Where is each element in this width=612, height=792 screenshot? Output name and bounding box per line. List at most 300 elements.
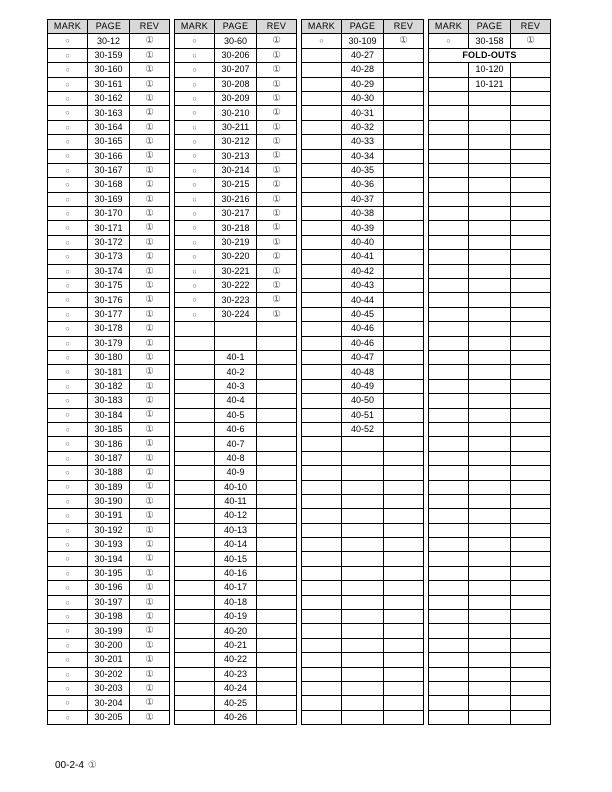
mark-circle-icon: ○ — [48, 178, 88, 192]
table-row — [302, 336, 424, 350]
mark-circle-icon: ○ — [175, 293, 215, 307]
rev-cell — [384, 279, 424, 293]
table-row — [48, 480, 170, 494]
rev-cell — [511, 307, 551, 321]
effective-pages-group-3 — [301, 19, 424, 725]
page-cell — [342, 710, 384, 724]
page-cell: 40-20 — [215, 624, 257, 638]
mark-circle-icon: ○ — [48, 106, 88, 120]
table-row — [302, 394, 424, 408]
mark-cell — [175, 336, 215, 350]
table-row — [175, 408, 297, 422]
table-row — [302, 365, 424, 379]
mark-circle-icon: ○ — [48, 336, 88, 350]
table-row — [302, 581, 424, 595]
page-cell: 40-22 — [215, 653, 257, 667]
rev-cell — [511, 480, 551, 494]
page-cell — [342, 437, 384, 451]
rev-cell — [511, 667, 551, 681]
page-cell — [342, 566, 384, 580]
table-row — [429, 466, 551, 480]
mark-cell — [429, 466, 469, 480]
table-row — [302, 178, 424, 192]
page-cell — [469, 264, 511, 278]
table-row — [175, 509, 297, 523]
mark-cell — [175, 610, 215, 624]
rev-cell — [384, 207, 424, 221]
table-row — [175, 552, 297, 566]
rev-circled-1-icon: ① — [130, 250, 170, 264]
page-cell: 30-220 — [215, 250, 257, 264]
table-row — [48, 394, 170, 408]
mark-cell — [429, 610, 469, 624]
mark-cell — [302, 595, 342, 609]
page-cell: 40-27 — [342, 48, 384, 62]
mark-cell — [175, 552, 215, 566]
mark-circle-icon: ○ — [175, 120, 215, 134]
rev-cell — [511, 279, 551, 293]
mark-cell — [302, 638, 342, 652]
mark-circle-icon: ○ — [48, 120, 88, 134]
footer-rev-icon: ① — [87, 760, 97, 771]
column-header-rev: REV — [130, 20, 170, 34]
page-cell: 40-50 — [342, 394, 384, 408]
page-cell: 40-23 — [215, 667, 257, 681]
table-row — [302, 552, 424, 566]
table-row — [429, 34, 551, 48]
table-row — [302, 106, 424, 120]
rev-cell — [257, 538, 297, 552]
rev-cell — [511, 250, 551, 264]
mark-cell — [175, 494, 215, 508]
table-row — [48, 653, 170, 667]
page-cell — [469, 135, 511, 149]
rev-circled-1-icon: ① — [130, 566, 170, 580]
rev-cell — [511, 422, 551, 436]
table-row — [48, 451, 170, 465]
table-row — [302, 379, 424, 393]
rev-cell — [257, 653, 297, 667]
rev-cell — [257, 408, 297, 422]
mark-circle-icon: ○ — [48, 667, 88, 681]
page-cell: 40-30 — [342, 91, 384, 105]
page-cell: 30-172 — [88, 235, 130, 249]
mark-cell — [302, 394, 342, 408]
mark-circle-icon: ○ — [48, 451, 88, 465]
table-row — [175, 77, 297, 91]
rev-cell — [384, 581, 424, 595]
table-row — [175, 106, 297, 120]
page-cell — [342, 581, 384, 595]
rev-cell — [384, 250, 424, 264]
page-cell: 40-48 — [342, 365, 384, 379]
page-cell — [469, 293, 511, 307]
mark-cell — [429, 653, 469, 667]
mark-cell — [175, 653, 215, 667]
mark-circle-icon: ○ — [48, 264, 88, 278]
table-row — [429, 638, 551, 652]
table-row — [48, 336, 170, 350]
table-row — [48, 494, 170, 508]
page-cell: 30-209 — [215, 91, 257, 105]
rev-cell — [511, 379, 551, 393]
mark-cell — [302, 149, 342, 163]
mark-cell — [302, 91, 342, 105]
rev-circled-1-icon: ① — [130, 667, 170, 681]
table-row — [48, 221, 170, 235]
mark-cell — [429, 235, 469, 249]
mark-cell — [175, 566, 215, 580]
table-row — [302, 696, 424, 710]
rev-cell — [384, 653, 424, 667]
page-cell: 30-217 — [215, 207, 257, 221]
mark-cell — [429, 120, 469, 134]
page-cell: 40-13 — [215, 523, 257, 537]
rev-circled-1-icon: ① — [130, 538, 170, 552]
mark-circle-icon: ○ — [48, 595, 88, 609]
page-cell: 40-5 — [215, 408, 257, 422]
mark-cell — [175, 408, 215, 422]
mark-circle-icon: ○ — [48, 610, 88, 624]
table-row — [302, 523, 424, 537]
mark-circle-icon: ○ — [48, 624, 88, 638]
page-cell: 30-204 — [88, 696, 130, 710]
table-row — [429, 710, 551, 724]
table-row — [429, 494, 551, 508]
rev-circled-1-icon: ① — [257, 221, 297, 235]
page-cell — [469, 681, 511, 695]
table-row — [302, 120, 424, 134]
rev-cell — [257, 422, 297, 436]
page-cell: 30-165 — [88, 135, 130, 149]
rev-cell — [257, 681, 297, 695]
rev-cell — [257, 552, 297, 566]
table-row — [302, 77, 424, 91]
mark-circle-icon: ○ — [175, 207, 215, 221]
page-cell: 40-17 — [215, 581, 257, 595]
page-cell: 30-185 — [88, 422, 130, 436]
page-cell: 40-41 — [342, 250, 384, 264]
mark-circle-icon: ○ — [302, 34, 342, 48]
table-row — [48, 307, 170, 321]
table-row — [175, 581, 297, 595]
page-cell: 10-120 — [469, 63, 511, 77]
rev-cell — [511, 681, 551, 695]
table-row — [48, 350, 170, 364]
page-cell: 30-174 — [88, 264, 130, 278]
table-row — [48, 34, 170, 48]
rev-cell — [257, 379, 297, 393]
rev-circled-1-icon: ① — [257, 178, 297, 192]
table-row — [48, 581, 170, 595]
rev-cell — [384, 451, 424, 465]
effective-pages-group-4 — [428, 19, 551, 725]
mark-circle-icon: ○ — [48, 466, 88, 480]
page-cell — [342, 552, 384, 566]
mark-circle-icon: ○ — [175, 178, 215, 192]
mark-cell — [429, 336, 469, 350]
header-row — [175, 20, 297, 34]
page-cell — [342, 494, 384, 508]
mark-cell — [175, 437, 215, 451]
table-row — [48, 696, 170, 710]
table-row — [302, 250, 424, 264]
page-cell — [342, 681, 384, 695]
table-row — [302, 192, 424, 206]
rev-circled-1-icon: ① — [130, 192, 170, 206]
table-row — [48, 408, 170, 422]
page-cell: 40-47 — [342, 350, 384, 364]
table-row — [48, 178, 170, 192]
table-row — [175, 610, 297, 624]
fold-outs-row: FOLD-OUTS — [429, 48, 551, 62]
page-cell — [469, 422, 511, 436]
page-cell: 30-194 — [88, 552, 130, 566]
table-row — [48, 293, 170, 307]
mark-circle-icon: ○ — [48, 192, 88, 206]
page-cell — [342, 466, 384, 480]
page-cell: 40-1 — [215, 350, 257, 364]
page-cell — [469, 667, 511, 681]
mark-cell — [302, 279, 342, 293]
table-row — [175, 264, 297, 278]
mark-cell — [429, 135, 469, 149]
page-cell — [469, 523, 511, 537]
table-row — [48, 624, 170, 638]
mark-cell — [302, 552, 342, 566]
page-cell: 30-196 — [88, 581, 130, 595]
table-row — [302, 595, 424, 609]
rev-circled-1-icon: ① — [130, 494, 170, 508]
mark-circle-icon: ○ — [48, 494, 88, 508]
mark-cell — [429, 509, 469, 523]
mark-circle-icon: ○ — [48, 207, 88, 221]
rev-cell — [384, 120, 424, 134]
rev-cell — [384, 307, 424, 321]
page-cell: 30-159 — [88, 48, 130, 62]
rev-cell — [511, 624, 551, 638]
table-row — [175, 480, 297, 494]
page-cell: 30-197 — [88, 595, 130, 609]
rev-cell — [257, 610, 297, 624]
rev-cell — [511, 523, 551, 537]
table-row — [175, 163, 297, 177]
mark-circle-icon: ○ — [429, 34, 469, 48]
mark-circle-icon: ○ — [175, 307, 215, 321]
mark-cell — [429, 581, 469, 595]
mark-cell — [429, 566, 469, 580]
table-row — [302, 264, 424, 278]
rev-cell — [384, 264, 424, 278]
rev-cell — [511, 610, 551, 624]
table-row — [429, 566, 551, 580]
table-row — [429, 350, 551, 364]
rev-cell — [384, 595, 424, 609]
rev-circled-1-icon: ① — [130, 91, 170, 105]
mark-circle-icon: ○ — [48, 250, 88, 264]
mark-cell — [175, 480, 215, 494]
page-cell: 40-11 — [215, 494, 257, 508]
rev-cell — [511, 653, 551, 667]
rev-cell — [511, 408, 551, 422]
page-cell — [469, 322, 511, 336]
table-row — [302, 149, 424, 163]
rev-circled-1-icon: ① — [257, 250, 297, 264]
page-cell — [469, 235, 511, 249]
mark-cell — [175, 681, 215, 695]
page-cell: 30-223 — [215, 293, 257, 307]
rev-cell — [257, 696, 297, 710]
page-cell — [469, 408, 511, 422]
rev-cell — [511, 552, 551, 566]
page-cell: 30-168 — [88, 178, 130, 192]
rev-cell — [257, 480, 297, 494]
page-cell: 40-15 — [215, 552, 257, 566]
mark-cell — [302, 710, 342, 724]
table-row — [429, 63, 551, 77]
mark-circle-icon: ○ — [175, 250, 215, 264]
table-row — [48, 149, 170, 163]
mark-cell — [302, 624, 342, 638]
page-cell — [469, 307, 511, 321]
list-of-effective-pages-table — [47, 19, 551, 725]
page-cell — [469, 336, 511, 350]
table-row — [429, 379, 551, 393]
table-row — [302, 681, 424, 695]
page-cell — [342, 638, 384, 652]
mark-circle-icon: ○ — [48, 77, 88, 91]
page-cell — [469, 638, 511, 652]
rev-cell — [384, 394, 424, 408]
rev-cell — [511, 207, 551, 221]
table-row — [302, 624, 424, 638]
page-cell: 10-121 — [469, 77, 511, 91]
rev-circled-1-icon: ① — [130, 48, 170, 62]
rev-cell — [384, 494, 424, 508]
page-cell: 30-212 — [215, 135, 257, 149]
table-row — [48, 235, 170, 249]
mark-circle-icon: ○ — [48, 235, 88, 249]
mark-circle-icon: ○ — [48, 135, 88, 149]
column-header-mark: MARK — [48, 20, 88, 34]
table-row — [302, 653, 424, 667]
table-row — [175, 538, 297, 552]
rev-circled-1-icon: ① — [257, 293, 297, 307]
mark-cell — [302, 48, 342, 62]
rev-cell — [384, 322, 424, 336]
table-row — [48, 63, 170, 77]
table-row — [429, 91, 551, 105]
table-row — [429, 48, 551, 62]
mark-cell — [175, 365, 215, 379]
page-cell — [469, 494, 511, 508]
table-row — [429, 77, 551, 91]
mark-circle-icon: ○ — [48, 149, 88, 163]
column-header-page: PAGE — [215, 20, 257, 34]
page-cell — [469, 250, 511, 264]
rev-cell — [511, 365, 551, 379]
rev-cell — [511, 437, 551, 451]
rev-circled-1-icon: ① — [130, 523, 170, 537]
rev-cell — [257, 466, 297, 480]
mark-cell — [302, 322, 342, 336]
table-row — [429, 235, 551, 249]
page-cell — [342, 538, 384, 552]
rev-circled-1-icon: ① — [130, 653, 170, 667]
effective-pages-group-2 — [174, 19, 297, 725]
page-cell: 40-26 — [215, 710, 257, 724]
table-row — [175, 710, 297, 724]
page-cell: 30-186 — [88, 437, 130, 451]
mark-cell — [429, 63, 469, 77]
rev-circled-1-icon: ① — [257, 207, 297, 221]
rev-cell — [511, 638, 551, 652]
table-row — [175, 494, 297, 508]
rev-cell — [384, 48, 424, 62]
rev-circled-1-icon: ① — [257, 149, 297, 163]
rev-circled-1-icon: ① — [130, 379, 170, 393]
rev-circled-1-icon: ① — [257, 106, 297, 120]
table-row — [175, 681, 297, 695]
table-row — [48, 48, 170, 62]
table-row — [175, 365, 297, 379]
table-row — [302, 91, 424, 105]
mark-circle-icon: ○ — [48, 437, 88, 451]
page-cell: 30-181 — [88, 365, 130, 379]
rev-cell — [384, 422, 424, 436]
mark-cell — [302, 538, 342, 552]
column-header-rev: REV — [384, 20, 424, 34]
rev-cell — [511, 350, 551, 364]
table-row — [302, 307, 424, 321]
table-row — [48, 595, 170, 609]
rev-circled-1-icon: ① — [130, 610, 170, 624]
mark-circle-icon: ○ — [175, 63, 215, 77]
page-cell — [469, 192, 511, 206]
mark-circle-icon: ○ — [175, 34, 215, 48]
mark-cell — [429, 207, 469, 221]
mark-circle-icon: ○ — [48, 408, 88, 422]
page-cell — [469, 437, 511, 451]
page-cell: 40-29 — [342, 77, 384, 91]
rev-circled-1-icon: ① — [257, 192, 297, 206]
page-cell: 40-28 — [342, 63, 384, 77]
mark-cell — [175, 624, 215, 638]
mark-cell — [302, 422, 342, 436]
table-row — [429, 336, 551, 350]
rev-circled-1-icon: ① — [130, 163, 170, 177]
table-row — [429, 106, 551, 120]
table-row — [48, 681, 170, 695]
header-row — [429, 20, 551, 34]
table-row — [48, 566, 170, 580]
mark-circle-icon: ○ — [48, 581, 88, 595]
rev-circled-1-icon: ① — [257, 279, 297, 293]
rev-circled-1-icon: ① — [130, 710, 170, 724]
table-row — [429, 595, 551, 609]
mark-circle-icon: ○ — [48, 509, 88, 523]
page-cell — [469, 350, 511, 364]
page-cell — [469, 466, 511, 480]
rev-cell — [257, 710, 297, 724]
table-row — [175, 653, 297, 667]
table-row — [429, 394, 551, 408]
rev-circled-1-icon: ① — [130, 178, 170, 192]
rev-cell — [511, 106, 551, 120]
mark-circle-icon: ○ — [48, 638, 88, 652]
table-row — [175, 34, 297, 48]
column-header-mark: MARK — [175, 20, 215, 34]
